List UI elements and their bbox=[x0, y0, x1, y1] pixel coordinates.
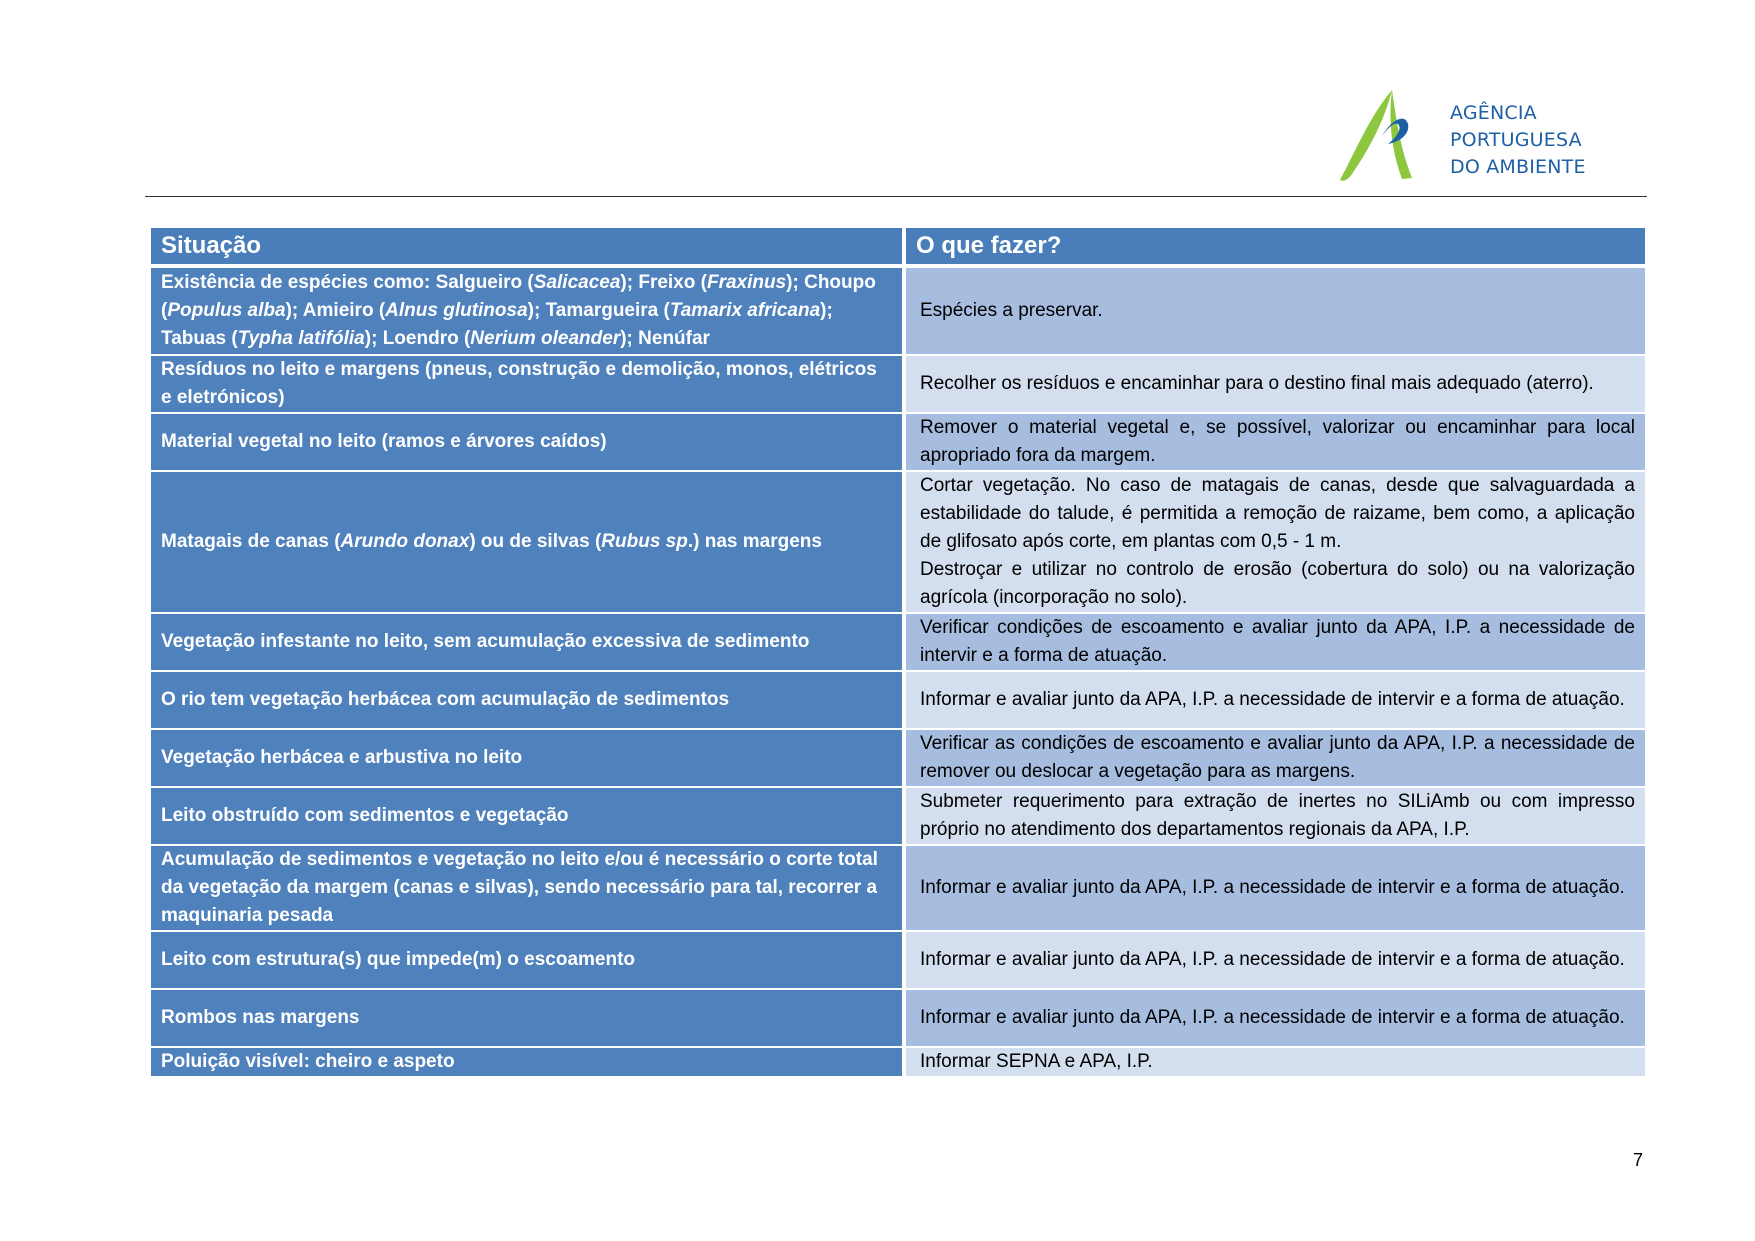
action-cell bbox=[906, 1048, 1645, 1076]
situation-text: Resíduos no leito e margens (pneus, construção e demolição, monos, elétricos e eletrónicos) bbox=[161, 359, 877, 408]
situation-text: Acumulação de sedimentos e vegetação no leito e/ou é necessário o corte total da vegetação da margem (canas e silvas), sendo necessário para tal, recorrer a maquinaria pesada bbox=[161, 849, 878, 926]
agency-logo bbox=[1334, 88, 1614, 184]
situation-cell bbox=[151, 1048, 902, 1076]
action-text: Submeter requerimento para extração de inertes no SILiAmb ou com impresso próprio no atendimento dos departamentos regionais da APA, I.P. bbox=[920, 791, 1635, 840]
action-cell bbox=[906, 788, 1645, 844]
page-number: 7 bbox=[1633, 1150, 1644, 1170]
situation-cell bbox=[151, 846, 902, 930]
action-cell bbox=[906, 932, 1645, 988]
action-text: Informar e avaliar junto da APA, I.P. a necessidade de intervir e a forma de atuação. bbox=[920, 1007, 1625, 1028]
action-text: Cortar vegetação. No caso de matagais de canas, desde que salvaguardada a estabilidade do talude, é permitida a remoção de raizame, bem como, a aplicação de glifosato após corte, em plantas com 0,5 - 1 m. Destroçar e utilizar no controlo de erosão (cobertura do solo) ou na valorização agrícola (incorporação no solo). bbox=[920, 475, 1635, 608]
situation-cell bbox=[151, 730, 902, 786]
action-cell bbox=[906, 614, 1645, 670]
action-text: Remover o material vegetal e, se possível, valorizar ou encaminhar para local apropriado fora da margem. bbox=[920, 417, 1635, 466]
situation-cell bbox=[151, 356, 902, 412]
situation-text: Vegetação infestante no leito, sem acumulação excessiva de sedimento bbox=[161, 631, 810, 652]
situation-cell bbox=[151, 788, 902, 844]
situation-text: Vegetação herbácea e arbustiva no leito bbox=[161, 747, 523, 768]
action-cell bbox=[906, 990, 1645, 1046]
situation-text: Rombos nas margens bbox=[161, 1007, 360, 1028]
situation-text: Existência de espécies como: Salgueiro (Salicacea); Freixo (Fraxinus); Choupo (Populus alba); Amieiro (Alnus glutinosa); Tamargueira (Tamarix africana); Tabuas (Typha latifólia); Loendro (Nerium oleander); Nenúfar bbox=[161, 272, 876, 349]
situation-text: Matagais de canas (Arundo donax) ou de silvas (Rubus sp.) nas margens bbox=[161, 531, 822, 552]
header-divider bbox=[145, 196, 1647, 197]
logo-line-1: AGÊNCIA bbox=[1450, 102, 1537, 124]
situation-text: Material vegetal no leito (ramos e árvores caídos) bbox=[161, 431, 607, 452]
action-text: Espécies a preservar. bbox=[920, 300, 1103, 321]
situation-text: O rio tem vegetação herbácea com acumulação de sedimentos bbox=[161, 689, 730, 710]
situation-text: Leito com estrutura(s) que impede(m) o escoamento bbox=[161, 949, 636, 970]
situation-cell bbox=[151, 932, 902, 988]
logo-line-2: PORTUGUESA bbox=[1450, 129, 1582, 151]
column-header-situation: Situação bbox=[151, 228, 902, 264]
action-text: Informar SEPNA e APA, I.P. bbox=[920, 1051, 1153, 1072]
action-text: Verificar as condições de escoamento e avaliar junto da APA, I.P. a necessidade de remover ou deslocar a vegetação para as margens. bbox=[920, 733, 1635, 782]
action-text: Informar e avaliar junto da APA, I.P. a necessidade de intervir e a forma de atuação. bbox=[920, 949, 1625, 970]
situation-cell bbox=[151, 672, 902, 728]
action-cell bbox=[906, 414, 1645, 470]
action-text: Verificar condições de escoamento e avaliar junto da APA, I.P. a necessidade de intervir e a forma de atuação. bbox=[920, 617, 1635, 666]
situation-text: Poluição visível: cheiro e aspeto bbox=[161, 1051, 455, 1072]
action-cell bbox=[906, 846, 1645, 930]
action-cell bbox=[906, 672, 1645, 728]
situation-text: Leito obstruído com sedimentos e vegetação bbox=[161, 805, 569, 826]
action-text: Informar e avaliar junto da APA, I.P. a necessidade de intervir e a forma de atuação. bbox=[920, 877, 1625, 898]
situation-cell bbox=[151, 472, 902, 612]
situation-cell bbox=[151, 614, 902, 670]
situation-cell bbox=[151, 990, 902, 1046]
logo-line-3: DO AMBIENTE bbox=[1450, 156, 1586, 178]
action-cell bbox=[906, 356, 1645, 412]
situation-cell bbox=[151, 414, 902, 470]
action-text: Recolher os resíduos e encaminhar para o destino final mais adequado (aterro). bbox=[920, 373, 1594, 394]
action-cell bbox=[906, 268, 1645, 354]
situation-action-table bbox=[151, 228, 1641, 1078]
situation-cell bbox=[151, 268, 902, 354]
column-header-action: O que fazer? bbox=[906, 228, 1645, 264]
action-cell bbox=[906, 472, 1645, 612]
action-cell bbox=[906, 730, 1645, 786]
action-text: Informar e avaliar junto da APA, I.P. a necessidade de intervir e a forma de atuação. bbox=[920, 689, 1625, 710]
agency-logo-icon bbox=[1334, 88, 1444, 184]
